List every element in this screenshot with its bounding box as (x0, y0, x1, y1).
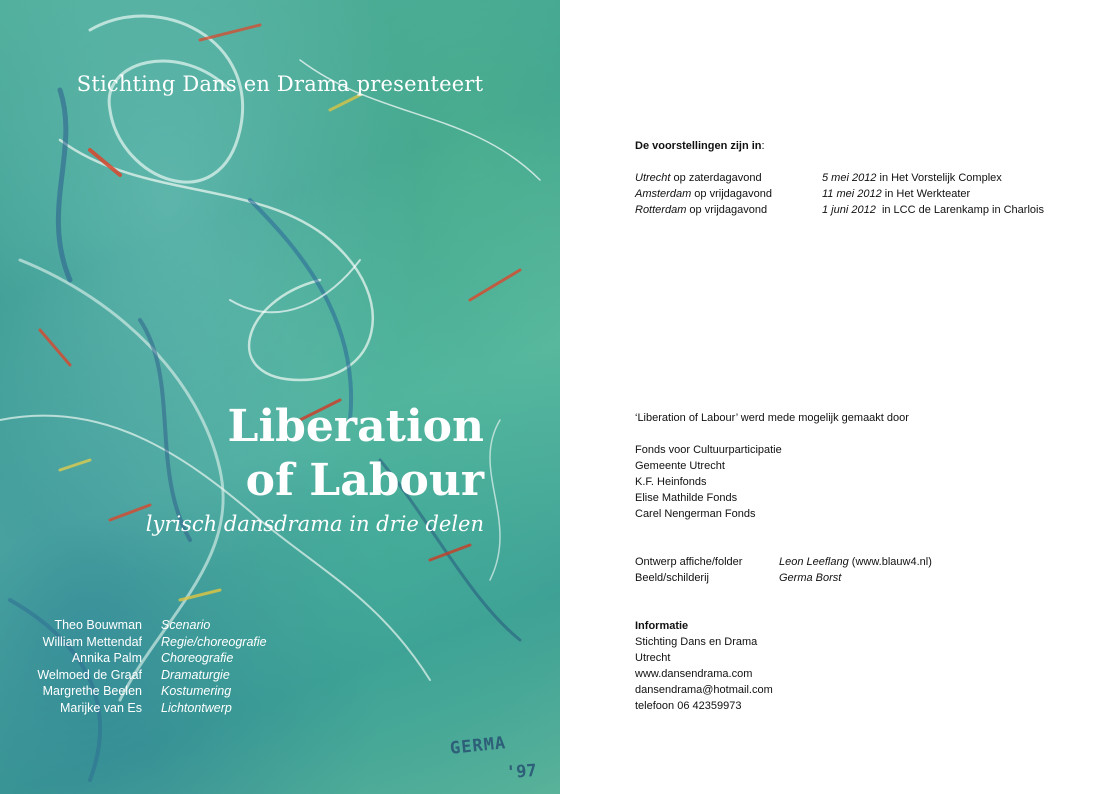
performances-section (635, 138, 1105, 218)
credit-role: Regie/choreografie (161, 634, 267, 649)
artist-signature: GERMA (449, 733, 508, 759)
credit-name: Welmoed de Graaf (37, 667, 142, 682)
artist-signature-year: '97 (505, 760, 538, 784)
design-credits-section (635, 554, 1105, 586)
credit-role: Lichtontwerp (161, 700, 232, 715)
contact-heading: Informatie (635, 620, 689, 632)
credit-row (0, 700, 400, 717)
credit-role: Dramaturgie (161, 667, 230, 682)
design-credit-row (635, 570, 1105, 586)
performance-date: 11 mei 2012 (822, 188, 882, 200)
poster-credits (0, 617, 400, 717)
poster-subtitle: lyrisch dansdrama in drie delen (145, 512, 484, 536)
credit-row (0, 667, 400, 684)
contact-phone: telefoon 06 42359973 (635, 700, 742, 712)
credit-name: Margrethe Beelen (42, 684, 142, 699)
contact-organisation: Stichting Dans en Drama (635, 636, 758, 648)
contact-website: www.dansendrama.com (635, 668, 753, 680)
poster-title (228, 400, 484, 508)
sponsor-item: Elise Mathilde Fonds (635, 492, 738, 504)
performance-venue: in LCC de Larenkamp in Charlois (875, 204, 1044, 216)
credit-role: Kostumering (161, 684, 232, 699)
title-line-2: of Labour (245, 455, 484, 506)
credit-row (0, 634, 400, 651)
sponsors-intro: ‘Liberation of Labour’ werd mede mogelijk gemaakt door (635, 412, 909, 424)
performance-city: Amsterdam (635, 188, 692, 200)
presenter-line: Stichting Dans en Drama presenteert (76, 72, 484, 96)
design-credit-name: Leon Leeflang (779, 556, 849, 568)
design-credit-label: Beeld/schilderij (635, 572, 709, 584)
credit-role: Scenario (161, 618, 211, 632)
contact-city: Utrecht (635, 652, 671, 664)
performance-row: Utrecht op zaterdagavond 5 mei 2012 in Het Vorstelijk Complex (635, 172, 1002, 184)
sponsor-item: Fonds voor Cultuurparticipatie (635, 444, 782, 456)
credit-row (0, 617, 400, 634)
credit-role: Choreografie (161, 651, 234, 666)
title-line-1: Liberation (227, 401, 484, 452)
performance-row: Amsterdam op vrijdagavond 11 mei 2012 in Het Werkteater (635, 188, 971, 200)
performance-city: Utrecht (635, 172, 671, 184)
design-credit-row (635, 554, 1105, 570)
performance-venue: in Het Vorstelijk Complex (876, 172, 1002, 184)
credit-name: Marijke van Es (60, 700, 142, 715)
performance-venue: in Het Werkteater (881, 188, 971, 200)
performance-date: 1 juni 2012 (822, 204, 876, 216)
sponsor-item: Gemeente Utrecht (635, 460, 725, 472)
credit-name: Theo Bouwman (54, 618, 142, 632)
performance-date: 5 mei 2012 (822, 172, 877, 184)
sponsors-section (635, 410, 1105, 522)
design-credit-link: (www.blauw4.nl) (848, 556, 932, 568)
performance-row: Rotterdam op vrijdagavond 1 juni 2012 in LCC de Larenkamp in Charlois (635, 204, 1044, 216)
credit-row (0, 650, 400, 667)
sponsor-item: Carel Nengerman Fonds (635, 508, 756, 520)
credit-name: Annika Palm (71, 651, 142, 666)
sponsor-item: K.F. Heinfonds (635, 476, 707, 488)
performances-heading: De voorstellingen zijn in: (635, 140, 765, 152)
credit-name: William Mettendaf (42, 634, 142, 649)
design-credit-name: Germa Borst (779, 572, 842, 584)
performance-city: Rotterdam (635, 204, 687, 216)
design-credit-label: Ontwerp affiche/folder (635, 556, 743, 568)
credit-row (0, 683, 400, 700)
contact-email: dansendrama@hotmail.com (635, 684, 773, 696)
contact-section (635, 618, 1105, 714)
